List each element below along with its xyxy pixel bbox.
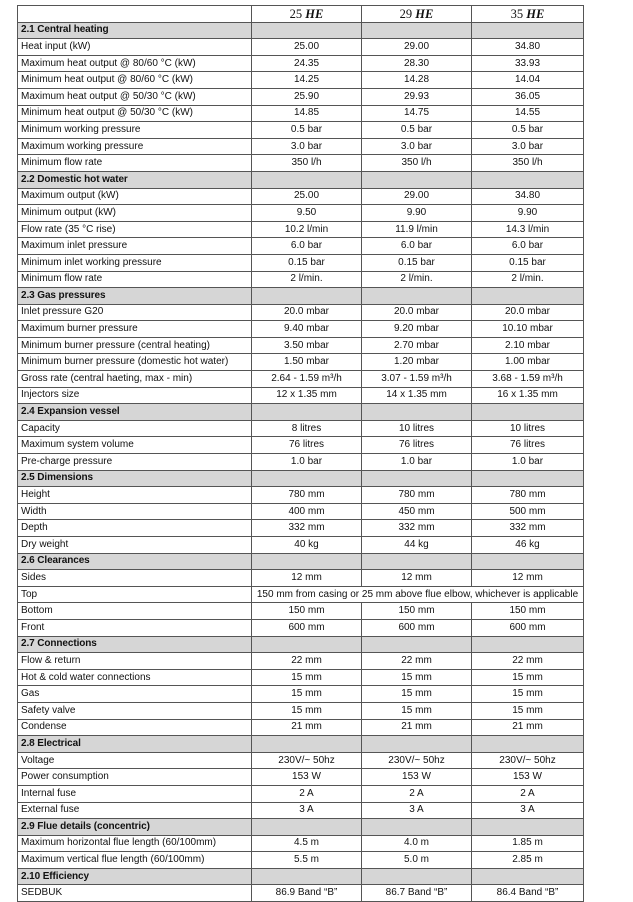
value-cell: 150 mm	[362, 603, 472, 620]
section-header-row	[18, 868, 584, 885]
value-cell: 25.00	[252, 188, 362, 205]
value-cell: 0.15 bar	[362, 254, 472, 271]
section-header-empty-cell	[472, 22, 584, 39]
value-cell: 14.55	[472, 105, 584, 122]
value-cell: 14.75	[362, 105, 472, 122]
table-row	[18, 371, 584, 388]
model-header-25he	[252, 6, 362, 23]
value-cell: 5.5 m	[252, 852, 362, 869]
table-row	[18, 321, 584, 338]
value-cell: 10 litres	[362, 420, 472, 437]
value-cell: 3.50 mbar	[252, 337, 362, 354]
value-cell: 600 mm	[472, 619, 584, 636]
value-cell: 76 litres	[472, 437, 584, 454]
table-row	[18, 88, 584, 105]
section-header-empty-cell	[362, 22, 472, 39]
section-title: 2.6 Clearances	[18, 553, 252, 570]
value-cell: 12 mm	[252, 570, 362, 587]
value-cell: 1.00 mbar	[472, 354, 584, 371]
value-cell: 2 l/min.	[362, 271, 472, 288]
row-label: Minimum burner pressure (central heating)	[18, 337, 252, 354]
table-row	[18, 487, 584, 504]
row-label: Minimum output (kW)	[18, 205, 252, 222]
value-cell: 15 mm	[472, 669, 584, 686]
model-number: 29	[399, 6, 413, 21]
spanning-value-cell: 150 mm from casing or 25 mm above flue elbow, whichever is applicable	[252, 586, 584, 603]
row-label: Power consumption	[18, 769, 252, 786]
table-row	[18, 802, 584, 819]
table-row	[18, 221, 584, 238]
value-cell: 1.85 m	[472, 835, 584, 852]
value-cell: 15 mm	[252, 702, 362, 719]
value-cell: 600 mm	[362, 619, 472, 636]
row-label: Minimum flow rate	[18, 271, 252, 288]
row-label: Inlet pressure G20	[18, 304, 252, 321]
row-label: Internal fuse	[18, 785, 252, 802]
value-cell: 15 mm	[472, 686, 584, 703]
table-row	[18, 603, 584, 620]
value-cell: 20.0 mbar	[472, 304, 584, 321]
model-suffix: HE	[305, 6, 324, 21]
row-label: Heat input (kW)	[18, 39, 252, 56]
table-row	[18, 238, 584, 255]
row-label: Minimum flow rate	[18, 155, 252, 172]
section-header-empty-cell	[252, 736, 362, 753]
value-cell: 2 A	[252, 785, 362, 802]
section-header-empty-cell	[252, 636, 362, 653]
row-label: Gas	[18, 686, 252, 703]
value-cell: 86.9 Band “B”	[252, 885, 362, 902]
value-cell: 9.90	[472, 205, 584, 222]
value-cell: 15 mm	[362, 669, 472, 686]
header-blank-cell	[18, 6, 252, 23]
value-cell: 9.50	[252, 205, 362, 222]
section-title: 2.3 Gas pressures	[18, 288, 252, 305]
section-header-row	[18, 171, 584, 188]
value-cell: 86.7 Band “B”	[362, 885, 472, 902]
value-cell: 15 mm	[252, 686, 362, 703]
value-cell: 780 mm	[472, 487, 584, 504]
row-label: Maximum vertical flue length (60/100mm)	[18, 852, 252, 869]
row-label: Maximum heat output @ 80/60 °C (kW)	[18, 55, 252, 72]
row-label: Dry weight	[18, 537, 252, 554]
value-cell: 150 mm	[472, 603, 584, 620]
value-cell: 1.0 bar	[472, 454, 584, 471]
row-label: Height	[18, 487, 252, 504]
section-header-empty-cell	[252, 868, 362, 885]
section-title: 2.2 Domestic hot water	[18, 171, 252, 188]
table-row	[18, 39, 584, 56]
table-row	[18, 55, 584, 72]
value-cell: 46 kg	[472, 537, 584, 554]
table-row	[18, 570, 584, 587]
row-label: Flow & return	[18, 653, 252, 670]
value-cell: 10.2 l/min	[252, 221, 362, 238]
table-row	[18, 719, 584, 736]
value-cell: 28.30	[362, 55, 472, 72]
value-cell: 9.20 mbar	[362, 321, 472, 338]
table-row	[18, 537, 584, 554]
table-row	[18, 354, 584, 371]
value-cell: 2 A	[362, 785, 472, 802]
section-header-empty-cell	[362, 288, 472, 305]
table-row	[18, 835, 584, 852]
row-label: Safety valve	[18, 702, 252, 719]
model-suffix: HE	[415, 6, 434, 21]
value-cell: 29.00	[362, 39, 472, 56]
row-label: External fuse	[18, 802, 252, 819]
row-label: Pre-charge pressure	[18, 454, 252, 471]
table-row	[18, 769, 584, 786]
row-label: Bottom	[18, 603, 252, 620]
model-header-row	[18, 6, 584, 23]
value-cell: 22 mm	[472, 653, 584, 670]
section-title: 2.7 Connections	[18, 636, 252, 653]
value-cell: 600 mm	[252, 619, 362, 636]
row-label: Condense	[18, 719, 252, 736]
value-cell: 6.0 bar	[362, 238, 472, 255]
table-row	[18, 702, 584, 719]
table-row	[18, 72, 584, 89]
value-cell: 24.35	[252, 55, 362, 72]
table-row	[18, 454, 584, 471]
value-cell: 6.0 bar	[252, 238, 362, 255]
section-header-empty-cell	[252, 404, 362, 421]
row-label: Capacity	[18, 420, 252, 437]
model-number: 25	[289, 6, 303, 21]
value-cell: 44 kg	[362, 537, 472, 554]
section-header-row	[18, 404, 584, 421]
row-label: SEDBUK	[18, 885, 252, 902]
row-label: Maximum burner pressure	[18, 321, 252, 338]
value-cell: 230V/~ 50hz	[472, 752, 584, 769]
value-cell: 2.10 mbar	[472, 337, 584, 354]
value-cell: 76 litres	[252, 437, 362, 454]
row-label: Front	[18, 619, 252, 636]
row-label: Maximum heat output @ 50/30 °C (kW)	[18, 88, 252, 105]
value-cell: 15 mm	[362, 686, 472, 703]
table-row	[18, 304, 584, 321]
value-cell: 0.15 bar	[252, 254, 362, 271]
row-label: Top	[18, 586, 252, 603]
value-cell: 14.85	[252, 105, 362, 122]
row-label: Depth	[18, 520, 252, 537]
section-title: 2.10 Efficiency	[18, 868, 252, 885]
row-label: Minimum heat output @ 80/60 °C (kW)	[18, 72, 252, 89]
value-cell: 2.70 mbar	[362, 337, 472, 354]
specification-table	[17, 5, 584, 902]
value-cell: 780 mm	[252, 487, 362, 504]
value-cell: 25.00	[252, 39, 362, 56]
table-row	[18, 387, 584, 404]
table-row	[18, 785, 584, 802]
table-row	[18, 337, 584, 354]
value-cell: 14 x 1.35 mm	[362, 387, 472, 404]
table-row	[18, 885, 584, 902]
value-cell: 34.80	[472, 39, 584, 56]
section-header-empty-cell	[362, 553, 472, 570]
value-cell: 230V/~ 50hz	[252, 752, 362, 769]
table-row	[18, 105, 584, 122]
value-cell: 350 l/h	[252, 155, 362, 172]
section-title: 2.9 Flue details (concentric)	[18, 819, 252, 836]
row-label: Maximum system volume	[18, 437, 252, 454]
value-cell: 9.40 mbar	[252, 321, 362, 338]
section-title: 2.5 Dimensions	[18, 470, 252, 487]
section-header-empty-cell	[472, 171, 584, 188]
value-cell: 4.0 m	[362, 835, 472, 852]
section-title: 2.1 Central heating	[18, 22, 252, 39]
section-header-empty-cell	[252, 819, 362, 836]
value-cell: 780 mm	[362, 487, 472, 504]
value-cell: 11.9 l/min	[362, 221, 472, 238]
value-cell: 3 A	[252, 802, 362, 819]
value-cell: 350 l/h	[362, 155, 472, 172]
value-cell: 3.0 bar	[472, 138, 584, 155]
value-cell: 33.93	[472, 55, 584, 72]
value-cell: 153 W	[252, 769, 362, 786]
value-cell: 332 mm	[362, 520, 472, 537]
value-cell: 3.68 - 1.59 m³/h	[472, 371, 584, 388]
value-cell: 10 litres	[472, 420, 584, 437]
value-cell: 14.3 l/min	[472, 221, 584, 238]
section-header-empty-cell	[472, 404, 584, 421]
value-cell: 12 mm	[472, 570, 584, 587]
value-cell: 1.50 mbar	[252, 354, 362, 371]
value-cell: 14.28	[362, 72, 472, 89]
row-label: Maximum working pressure	[18, 138, 252, 155]
table-row	[18, 437, 584, 454]
section-header-empty-cell	[472, 736, 584, 753]
value-cell: 153 W	[362, 769, 472, 786]
row-label: Gross rate (central haeting, max - min)	[18, 371, 252, 388]
value-cell: 2.85 m	[472, 852, 584, 869]
value-cell: 21 mm	[472, 719, 584, 736]
section-header-row	[18, 22, 584, 39]
value-cell: 36.05	[472, 88, 584, 105]
value-cell: 0.5 bar	[472, 122, 584, 139]
section-header-empty-cell	[252, 288, 362, 305]
row-label: Maximum horizontal flue length (60/100mm)	[18, 835, 252, 852]
value-cell: 14.04	[472, 72, 584, 89]
section-header-row	[18, 553, 584, 570]
section-header-empty-cell	[362, 404, 472, 421]
section-header-empty-cell	[472, 819, 584, 836]
section-header-empty-cell	[472, 636, 584, 653]
value-cell: 15 mm	[472, 702, 584, 719]
table-row	[18, 852, 584, 869]
section-header-row	[18, 470, 584, 487]
value-cell: 500 mm	[472, 503, 584, 520]
table-row	[18, 271, 584, 288]
model-header-35he	[472, 6, 584, 23]
row-label: Width	[18, 503, 252, 520]
value-cell: 76 litres	[362, 437, 472, 454]
value-cell: 14.25	[252, 72, 362, 89]
value-cell: 21 mm	[362, 719, 472, 736]
value-cell: 2 l/min.	[472, 271, 584, 288]
row-label: Maximum output (kW)	[18, 188, 252, 205]
value-cell: 25.90	[252, 88, 362, 105]
table-row	[18, 155, 584, 172]
section-header-empty-cell	[472, 470, 584, 487]
value-cell: 29.93	[362, 88, 472, 105]
value-cell: 1.0 bar	[252, 454, 362, 471]
value-cell: 22 mm	[362, 653, 472, 670]
table-row	[18, 188, 584, 205]
section-header-empty-cell	[252, 171, 362, 188]
row-label: Minimum burner pressure (domestic hot water)	[18, 354, 252, 371]
row-label: Minimum inlet working pressure	[18, 254, 252, 271]
value-cell: 2.64 - 1.59 m³/h	[252, 371, 362, 388]
section-header-row	[18, 636, 584, 653]
value-cell: 230V/~ 50hz	[362, 752, 472, 769]
value-cell: 153 W	[472, 769, 584, 786]
section-header-row	[18, 736, 584, 753]
value-cell: 3 A	[362, 802, 472, 819]
table-row	[18, 669, 584, 686]
value-cell: 20.0 mbar	[252, 304, 362, 321]
value-cell: 5.0 m	[362, 852, 472, 869]
value-cell: 3 A	[472, 802, 584, 819]
section-title: 2.8 Electrical	[18, 736, 252, 753]
value-cell: 29.00	[362, 188, 472, 205]
value-cell: 2 l/min.	[252, 271, 362, 288]
section-header-row	[18, 288, 584, 305]
table-row	[18, 503, 584, 520]
row-label: Flow rate (35 °C rise)	[18, 221, 252, 238]
row-label: Voltage	[18, 752, 252, 769]
section-header-empty-cell	[472, 288, 584, 305]
table-row	[18, 752, 584, 769]
value-cell: 9.90	[362, 205, 472, 222]
table-row	[18, 686, 584, 703]
model-number: 35	[510, 6, 524, 21]
table-row	[18, 138, 584, 155]
value-cell: 2 A	[472, 785, 584, 802]
section-header-empty-cell	[252, 553, 362, 570]
table-row	[18, 254, 584, 271]
value-cell: 86.4 Band “B”	[472, 885, 584, 902]
section-header-empty-cell	[472, 868, 584, 885]
value-cell: 15 mm	[362, 702, 472, 719]
section-header-empty-cell	[362, 636, 472, 653]
value-cell: 400 mm	[252, 503, 362, 520]
model-header-29he	[362, 6, 472, 23]
value-cell: 10.10 mbar	[472, 321, 584, 338]
value-cell: 3.0 bar	[252, 138, 362, 155]
value-cell: 16 x 1.35 mm	[472, 387, 584, 404]
row-label: Minimum working pressure	[18, 122, 252, 139]
value-cell: 1.0 bar	[362, 454, 472, 471]
value-cell: 12 mm	[362, 570, 472, 587]
value-cell: 0.5 bar	[362, 122, 472, 139]
value-cell: 3.0 bar	[362, 138, 472, 155]
value-cell: 0.5 bar	[252, 122, 362, 139]
section-header-empty-cell	[252, 470, 362, 487]
row-label: Injectors size	[18, 387, 252, 404]
section-header-row	[18, 819, 584, 836]
row-label: Hot & cold water connections	[18, 669, 252, 686]
value-cell: 8 litres	[252, 420, 362, 437]
section-header-empty-cell	[252, 22, 362, 39]
row-label: Sides	[18, 570, 252, 587]
section-header-empty-cell	[362, 736, 472, 753]
table-row	[18, 420, 584, 437]
value-cell: 1.20 mbar	[362, 354, 472, 371]
value-cell: 21 mm	[252, 719, 362, 736]
section-header-empty-cell	[472, 553, 584, 570]
model-suffix: HE	[526, 6, 545, 21]
value-cell: 20.0 mbar	[362, 304, 472, 321]
value-cell: 4.5 m	[252, 835, 362, 852]
value-cell: 22 mm	[252, 653, 362, 670]
value-cell: 15 mm	[252, 669, 362, 686]
row-label: Minimum heat output @ 50/30 °C (kW)	[18, 105, 252, 122]
row-label: Maximum inlet pressure	[18, 238, 252, 255]
table-row	[18, 520, 584, 537]
table-row	[18, 122, 584, 139]
value-cell: 0.15 bar	[472, 254, 584, 271]
table-row	[18, 653, 584, 670]
section-header-empty-cell	[362, 868, 472, 885]
section-title: 2.4 Expansion vessel	[18, 404, 252, 421]
value-cell: 40 kg	[252, 537, 362, 554]
value-cell: 332 mm	[472, 520, 584, 537]
table-row	[18, 586, 584, 603]
value-cell: 34.80	[472, 188, 584, 205]
table-row	[18, 205, 584, 222]
value-cell: 450 mm	[362, 503, 472, 520]
value-cell: 150 mm	[252, 603, 362, 620]
table-row	[18, 619, 584, 636]
value-cell: 350 l/h	[472, 155, 584, 172]
value-cell: 332 mm	[252, 520, 362, 537]
value-cell: 6.0 bar	[472, 238, 584, 255]
value-cell: 3.07 - 1.59 m³/h	[362, 371, 472, 388]
section-header-empty-cell	[362, 171, 472, 188]
section-header-empty-cell	[362, 470, 472, 487]
section-header-empty-cell	[362, 819, 472, 836]
value-cell: 12 x 1.35 mm	[252, 387, 362, 404]
